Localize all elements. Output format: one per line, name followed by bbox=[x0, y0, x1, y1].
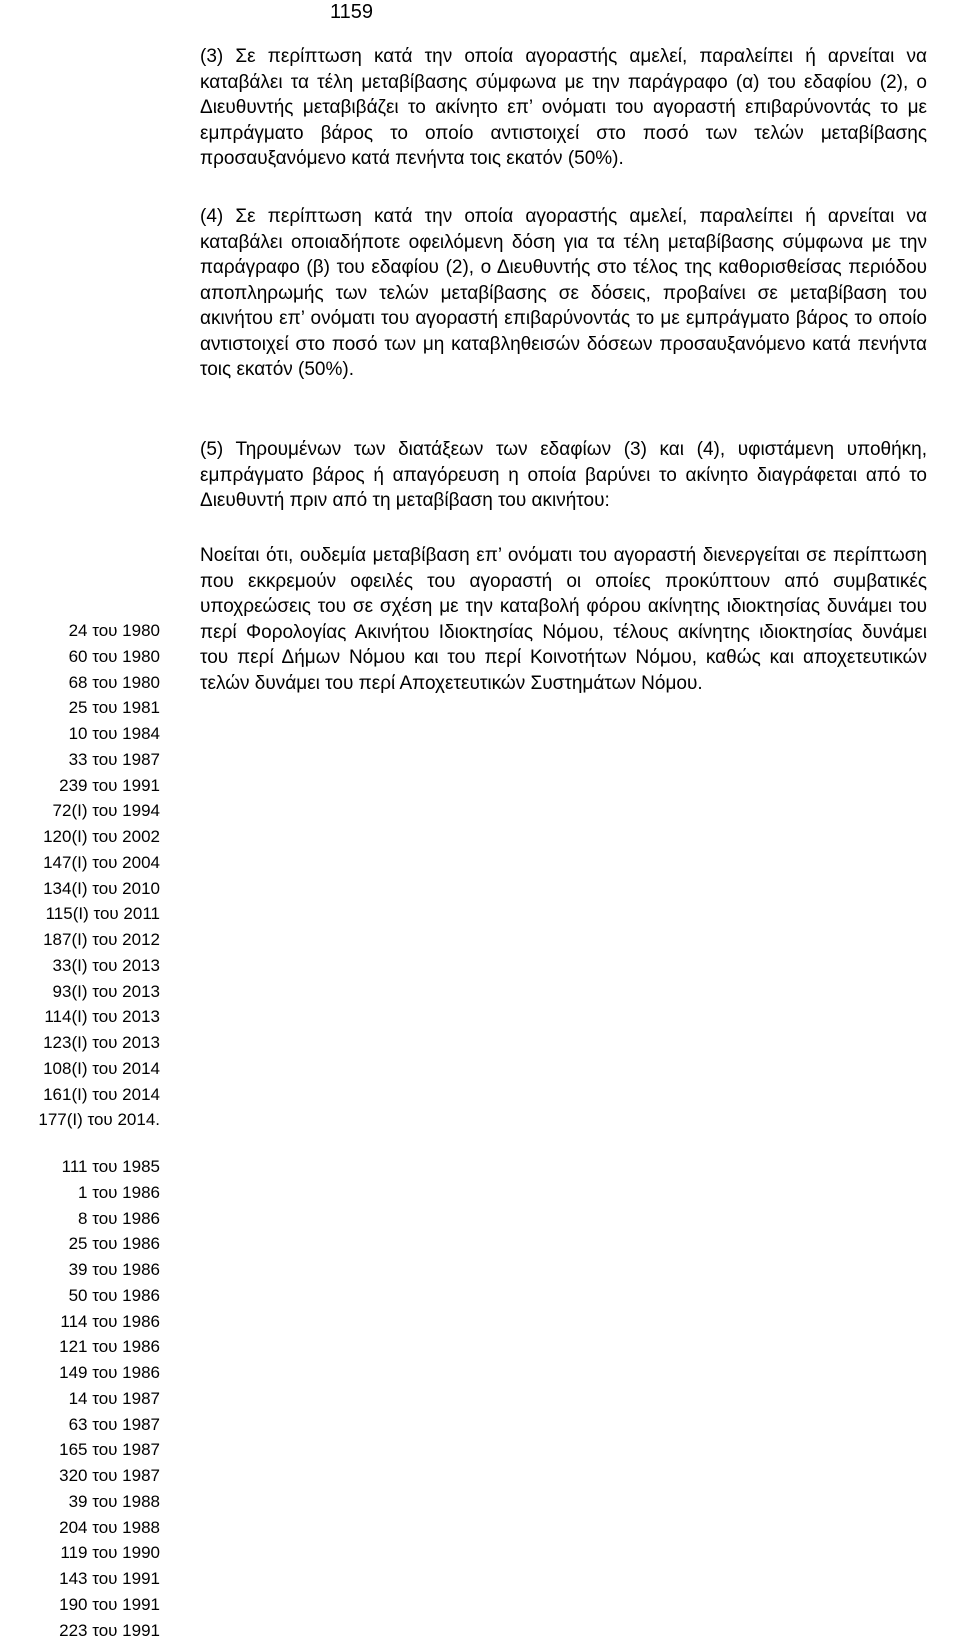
margin-reference: 121 του 1986 bbox=[0, 1334, 160, 1360]
margin-reference: 39 του 1988 bbox=[0, 1489, 160, 1515]
margin-reference: 320 του 1987 bbox=[0, 1463, 160, 1489]
margin-reference: 177(I) του 2014. bbox=[0, 1107, 160, 1133]
margin-reference: 93(I) του 2013 bbox=[0, 979, 160, 1005]
margin-reference: 68 του 1980 bbox=[0, 670, 160, 696]
margin-reference: 143 του 1991 bbox=[0, 1566, 160, 1592]
margin-reference: 25 του 1981 bbox=[0, 695, 160, 721]
margin-references-group-a bbox=[0, 618, 160, 1133]
margin-reference: 63 του 1987 bbox=[0, 1412, 160, 1438]
margin-reference: 187(I) του 2012 bbox=[0, 927, 160, 953]
margin-reference: 147(I) του 2004 bbox=[0, 850, 160, 876]
margin-references-group-b bbox=[0, 1154, 160, 1643]
margin-reference: 1 του 1986 bbox=[0, 1180, 160, 1206]
margin-reference: 111 του 1985 bbox=[0, 1154, 160, 1180]
margin-reference: 115(I) του 2011 bbox=[0, 901, 160, 927]
margin-reference: 165 του 1987 bbox=[0, 1437, 160, 1463]
margin-reference: 114 του 1986 bbox=[0, 1309, 160, 1335]
margin-reference: 239 του 1991 bbox=[0, 773, 160, 799]
margin-reference: 33 του 1987 bbox=[0, 747, 160, 773]
paragraph-5: (5) Τηρουμένων των διατάξεων των εδαφίων (3) και (4), υφιστάμενη υποθήκη, εμπράγματο βάρος ή απαγόρευση η οποία βαρύνει το ακίνητο διαγράφεται από το Διευθυντή πριν από τη μεταβίβαση του ακινήτου: bbox=[200, 437, 927, 514]
margin-reference: 149 του 1986 bbox=[0, 1360, 160, 1386]
margin-reference: 72(I) του 1994 bbox=[0, 798, 160, 824]
margin-reference: 161(I) του 2014 bbox=[0, 1082, 160, 1108]
margin-reference: 33(I) του 2013 bbox=[0, 953, 160, 979]
margin-reference: 25 του 1986 bbox=[0, 1231, 160, 1257]
page-number: 1159 bbox=[330, 0, 373, 24]
margin-reference: 60 του 1980 bbox=[0, 644, 160, 670]
margin-reference: 134(I) του 2010 bbox=[0, 876, 160, 902]
margin-reference: 190 του 1991 bbox=[0, 1592, 160, 1618]
margin-reference: 24 του 1980 bbox=[0, 618, 160, 644]
margin-reference: 119 του 1990 bbox=[0, 1540, 160, 1566]
margin-reference: 14 του 1987 bbox=[0, 1386, 160, 1412]
margin-reference: 223 του 1991 bbox=[0, 1618, 160, 1643]
margin-reference: 108(I) του 2014 bbox=[0, 1056, 160, 1082]
proviso-paragraph: Νοείται ότι, ουδεμία μεταβίβαση επ’ ονόματι του αγοραστή διενεργείται σε περίπτωση που εκκρεμούν οφειλές του αγοραστή οι οποίες προκύπτουν από συμβατικές υποχρεώσεις του σε σχέση με την καταβολή φόρου ακίνητης ιδιοκτησίας δυνάμει του περί Φορολογίας Ακινήτου Ιδιοκτησίας Νόμου, τέλους ακίνητης ιδιοκτησίας δυνάμει του περί Δήμων Νόμου και του περί Κοινοτήτων Νόμου, καθώς και αποχετευτικών τελών δυνάμει του περί Αποχετευτικών Συστημάτων Νόμου. bbox=[200, 543, 927, 696]
paragraph-3: (3) Σε περίπτωση κατά την οποία αγοραστής αμελεί, παραλείπει ή αρνείται να καταβάλει τα τέλη μεταβίβασης σύμφωνα με την παράγραφο (α) του εδαφίου (2), ο Διευθυντής μεταβιβάζει το ακίνητο επ’ ονόματι του αγοραστή επιβαρύνοντάς το με εμπράγματο βάρος το οποίο αντιστοιχεί στο ποσό των τελών μεταβίβασης προσαυξανόμενο κατά πενήντα τοις εκατόν (50%). bbox=[200, 44, 927, 172]
margin-reference: 114(I) του 2013 bbox=[0, 1004, 160, 1030]
paragraph-4: (4) Σε περίπτωση κατά την οποία αγοραστής αμελεί, παραλείπει ή αρνείται να καταβάλει οποιαδήποτε οφειλόμενη δόση για τα τέλη μεταβίβασης σύμφωνα με την παράγραφο (β) του εδαφίου (2), ο Διευθυντής στο τέλος της καθορισθείσας περιόδου αποπληρωμής των τελών μεταβίβασης σε δόσεις, προβαίνει σε μεταβίβαση του ακινήτου επ’ ονόματι του αγοραστή επιβαρύνοντάς το με εμπράγματο βάρος το οποίο αντιστοιχεί στο ποσό των μη καταβληθεισών δόσεων προσαυξανόμενο κατά πενήντα τοις εκατόν (50%). bbox=[200, 204, 927, 383]
margin-reference: 120(I) του 2002 bbox=[0, 824, 160, 850]
margin-reference: 50 του 1986 bbox=[0, 1283, 160, 1309]
margin-reference: 204 του 1988 bbox=[0, 1515, 160, 1541]
margin-reference: 8 του 1986 bbox=[0, 1206, 160, 1232]
margin-reference: 10 του 1984 bbox=[0, 721, 160, 747]
margin-reference: 123(I) του 2013 bbox=[0, 1030, 160, 1056]
margin-reference: 39 του 1986 bbox=[0, 1257, 160, 1283]
